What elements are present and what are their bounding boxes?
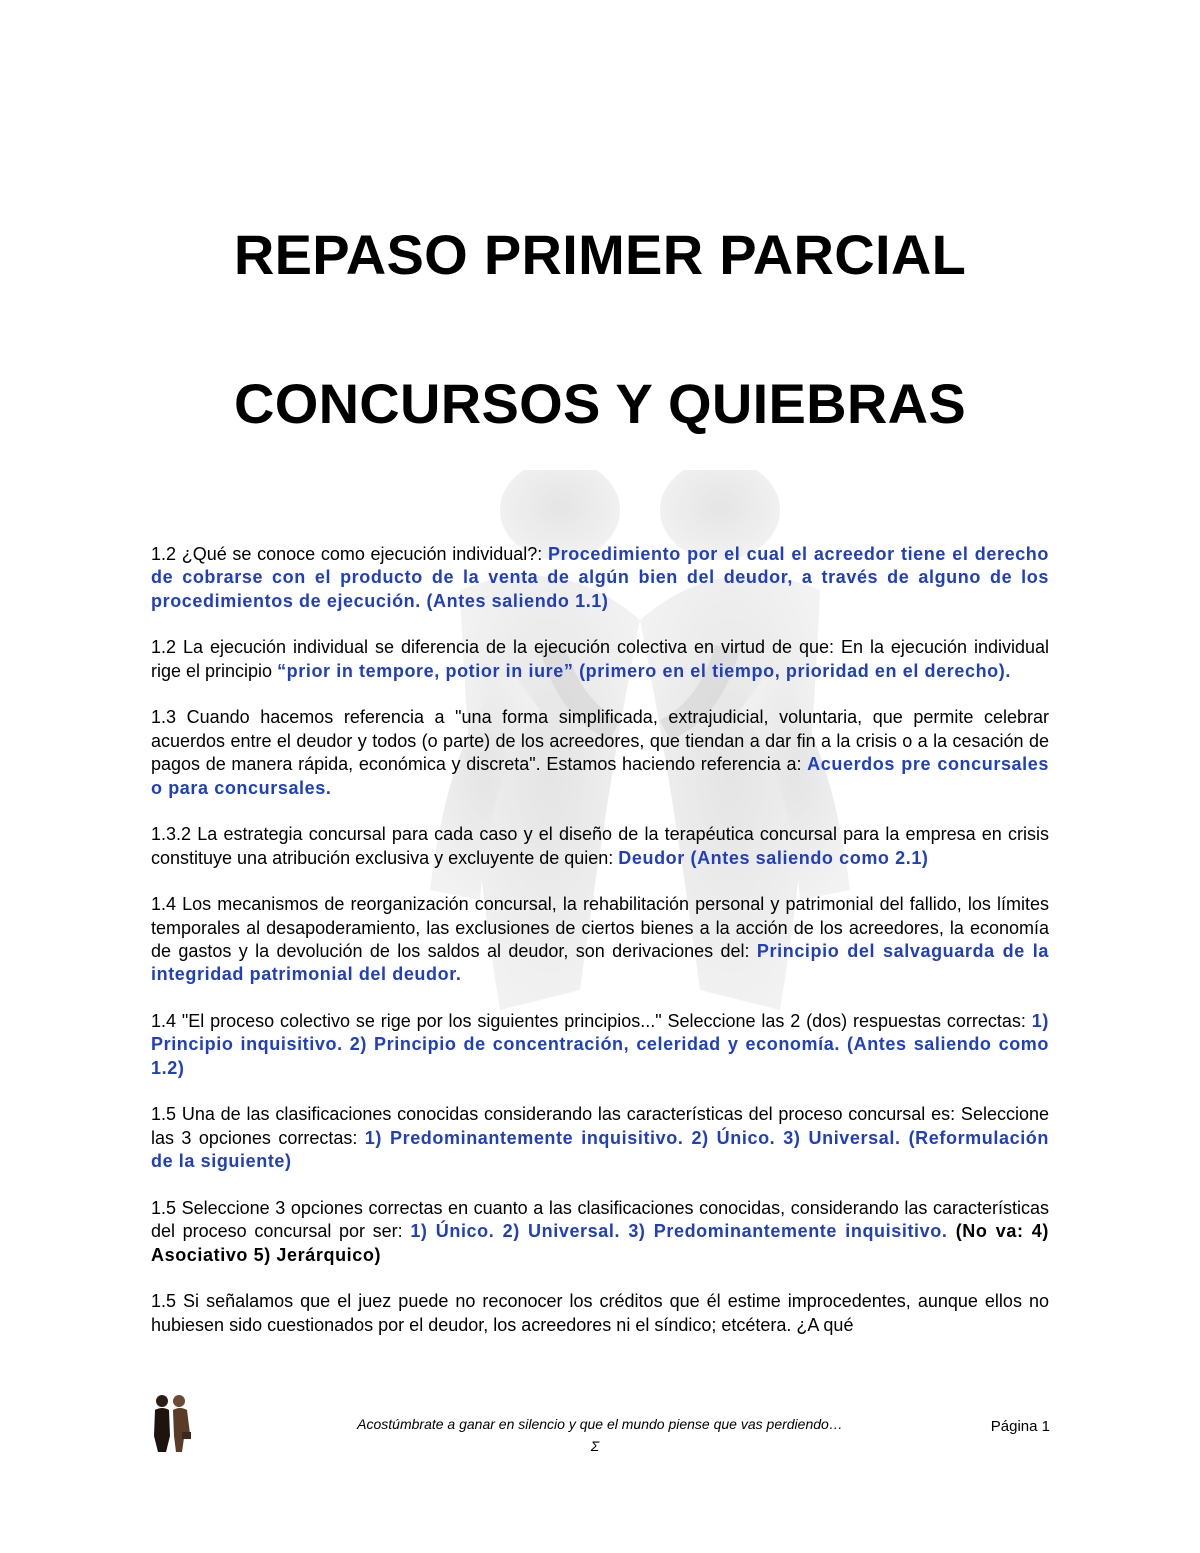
footer-quote: Acostúmbrate a ganar en silencio y que el mundo piense que vas perdiendo…: [357, 1416, 843, 1432]
question-paragraph: [151, 1290, 1049, 1337]
answer-text: Acuerdos pre concursales o para concursales.: [151, 754, 1049, 798]
footer-symbol: Σ: [590, 1438, 600, 1454]
question-paragraph: [151, 1010, 1049, 1080]
question-text: 1.2 La ejecución individual se diferencia de la ejecución colectiva en virtud de que: En la ejecución individual rige el principio: [151, 637, 1049, 681]
question-paragraph: [151, 1103, 1049, 1173]
question-paragraph: [151, 706, 1049, 800]
answer-note: (No va: 4) Asociativo 5) Jerárquico): [151, 1221, 1049, 1265]
question-paragraph: [151, 893, 1049, 987]
question-paragraph: [151, 636, 1049, 683]
question-paragraph: [151, 543, 1049, 613]
question-text: 1.3 Cuando hacemos referencia a "una forma simplificada, extrajudicial, voluntaria, que permite celebrar acuerdos entre el deudor y todos (o parte) de los acreedores, que tiendan a dar fin a la crisis o a la cesación de pagos de manera rápida, económica y discreta". Estamos haciendo referencia a:: [151, 707, 1049, 775]
answer-text: 1) Principio inquisitivo. 2) Principio de concentración, celeridad y economía. (Antes saliendo como 1.2): [151, 1011, 1049, 1078]
question-list: [151, 543, 1049, 1360]
question-paragraph: [151, 823, 1049, 870]
answer-text: Procedimiento por el cual el acreedor tiene el derecho de cobrarse con el producto de la venta de algún bien del deudor, a través de alguno de los procedimientos de ejecución. (Antes saliendo 1.1): [151, 544, 1049, 611]
question-text: 1.2 ¿Qué se conoce como ejecución individual?:: [151, 544, 548, 564]
answer-text: “prior in tempore, potior in iure” (primero en el tiempo, prioridad en el derecho).: [277, 660, 1011, 681]
answer-text: 1) Predominantemente inquisitivo. 2) Único. 3) Universal. (Reformulación de la siguiente): [151, 1127, 1049, 1172]
page-number: Página 1: [990, 1418, 1050, 1435]
question-text: 1.4 "El proceso colectivo se rige por los siguientes principios..." Seleccione las 2 (dos) respuestas correctas:: [151, 1011, 1032, 1032]
question-text: 1.5 Seleccione 3 opciones correctas en cuanto a las clasificaciones conocidas, considerando las características del proceso concursal por ser:: [151, 1197, 1049, 1242]
document-title: REPASO PRIMER PARCIAL: [233, 223, 967, 286]
question-paragraph: [151, 1197, 1049, 1267]
question-text: 1.4 Los mecanismos de reorganización concursal, la rehabilitación personal y patrimonial del fallido, los límites temporales al desapoderamiento, las exclusiones de ciertos bienes a la acción de los acreedores, la economía de gastos y la devolución de los saldos al deudor, son derivaciones del:: [151, 894, 1049, 962]
question-text: 1.3.2 La estrategia concursal para cada caso y el diseño de la terapéutica concursal para la empresa en crisis constituye una atribución exclusiva y excluyente de quien:: [151, 824, 1049, 868]
answer-text: Principio del salvaguarda de la integridad patrimonial del deudor.: [151, 941, 1049, 985]
document-subtitle: CONCURSOS Y QUIEBRAS: [233, 372, 967, 435]
answer-text: 1) Único. 2) Universal. 3) Predominantemente inquisitivo.: [410, 1221, 948, 1242]
answer-text: Deudor (Antes saliendo como 2.1): [618, 847, 929, 868]
couple-figure-icon: [146, 1392, 196, 1454]
question-text: 1.5 Si señalamos que el juez puede no reconocer los créditos que él estime improcedentes, aunque ellos no hubiesen sido cuestionados por el deudor, los acreedores ni el síndico; etcétera. ¿A qué: [151, 1291, 1049, 1335]
question-text: 1.5 Una de las clasificaciones conocidas considerando las características del proceso concursal es: Seleccione las 3 opciones correctas:: [151, 1104, 1049, 1148]
